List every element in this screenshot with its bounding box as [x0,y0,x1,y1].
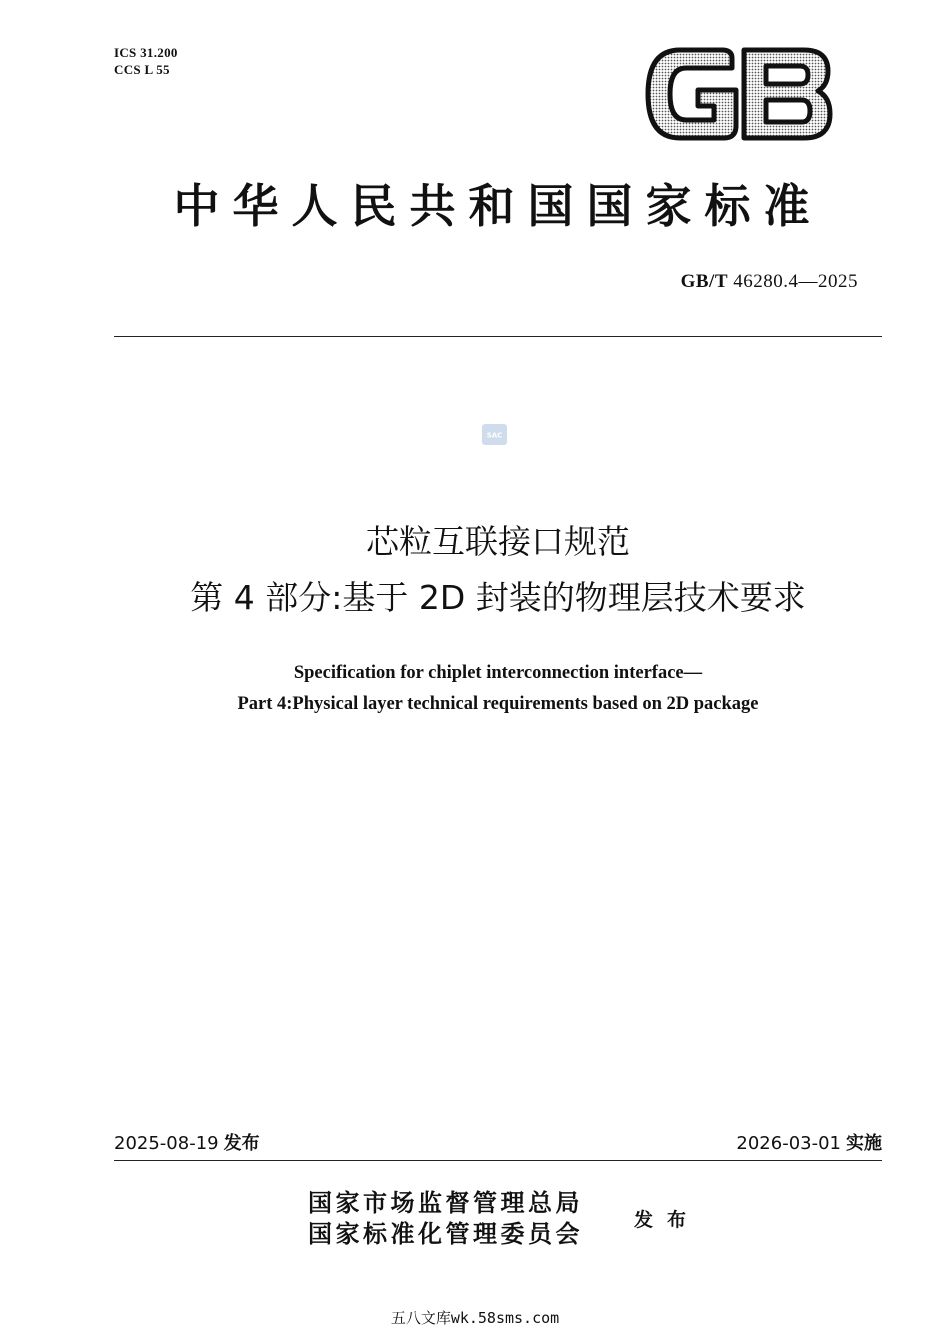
ccs-code: CCS L 55 [114,62,170,77]
classification-codes [114,44,178,78]
issuing-authorities [308,1187,583,1249]
issue-date: 2025-08-19 [114,1133,219,1154]
english-title-line-2: Part 4:Physical layer technical requirements based on 2D package [237,694,759,714]
issuer-sac: 国家标准化管理委员会 [308,1219,583,1248]
issuer-samr: 国家市场监督管理总局 [308,1188,583,1217]
standard-code: 46280.4—2025 [733,271,858,292]
ics-code: ICS 31.200 [114,45,178,60]
top-divider [114,336,882,337]
site-watermark: 五八文库wk.58sms.com [390,1309,560,1327]
national-standard-title: 中华人民共和国国家标准 [173,179,823,233]
issue-date-group [114,1131,260,1157]
chinese-title-line-1: 芯粒互联接口规范 [366,522,630,561]
issue-action-label: 发布 [634,1209,701,1231]
bottom-divider [114,1160,882,1161]
implement-date-group [736,1131,882,1157]
sac-mark-icon [481,423,508,446]
gb-logo-icon [640,44,834,144]
date-row [114,1131,882,1157]
implement-date-label: 实施 [846,1133,882,1154]
standard-number [681,271,858,293]
english-title-line-1: Specification for chiplet interconnection interface— [293,663,703,683]
chinese-title-line-2: 第 4 部分:基于 2D 封装的物理层技术要求 [190,578,806,617]
issue-date-label: 发布 [223,1133,260,1154]
implement-date: 2026-03-01 [736,1133,841,1154]
svg-text:SAC: SAC [486,431,503,440]
standard-prefix: GB/T [680,271,728,292]
